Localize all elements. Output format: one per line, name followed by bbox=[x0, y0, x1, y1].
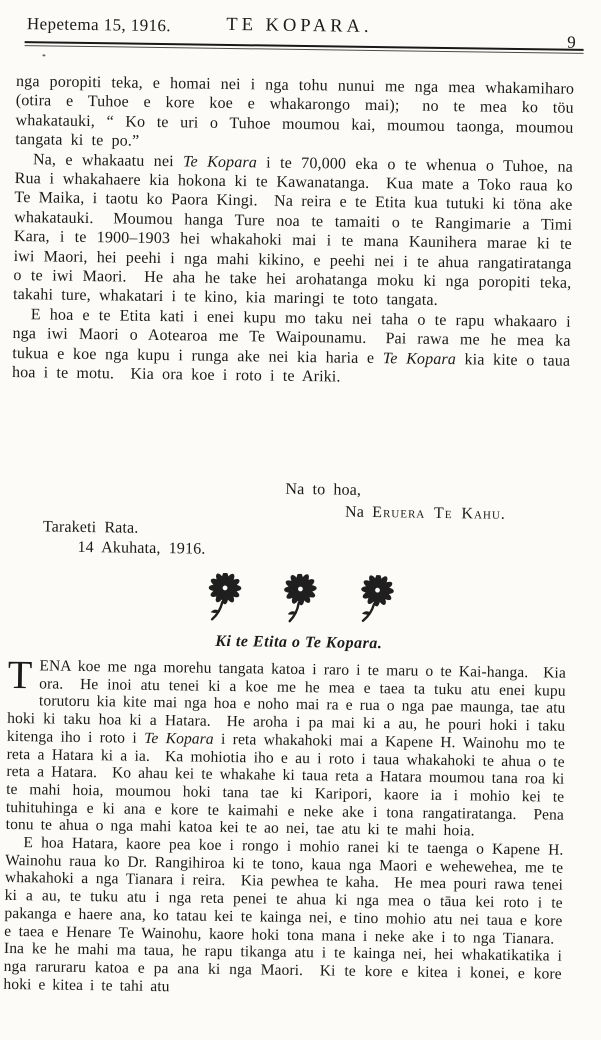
page-header bbox=[26, 12, 578, 64]
ornament-row bbox=[0, 570, 600, 626]
text-segment: i te 70,000 eka o te whenua o Tuhoe, na Rua i whakahaere kia hokona ki te Kawanatanga. Kua mate a Toko raua ko Te Maika, i taotu ko Paora Kingi. Na reira e te Etita kua tutuki ki töna ake whakatauki. Moumou hanga Ture noa te tamaiti o te Rangimarie a Timi Kara, i te 1900–1903 hei whakahoki mai i te mana Kaunihera marae ki te iwi Maori, hei peehi i nga mahi kikino, e peehi nei i te ahua rangatiratanga o te iwi Maori. He aha he take hei arohatanga moku ki nga poropiti teka, takahi ture, whakatari i te kino, kia maringi te toto tangata. bbox=[12, 153, 574, 310]
text-segment: nga poropiti teka, e homai nei i nga tohu nunui me nga mea whakamiharo (otira e Tuhoe e kore koe e whakarongo mai); no te mea ko töu whakatauki, “ Ko te uri o Tuhoe moumou kai, moumou taonga, moumou tangata ki te po.” bbox=[15, 72, 575, 150]
flower-ornament-icon bbox=[280, 573, 319, 623]
page-number: 9 bbox=[567, 32, 576, 52]
italic-text: Te Kopara bbox=[144, 729, 214, 748]
closing-block bbox=[9, 476, 568, 574]
paragraph bbox=[15, 72, 574, 157]
newspaper-title: TE KOPARA. bbox=[226, 14, 373, 37]
sender-date: 14 Akuhata, 1916. bbox=[77, 538, 206, 558]
signature-line bbox=[345, 503, 568, 525]
section-heading: Ki te Etita o Te Kopara. bbox=[215, 632, 383, 653]
italic-text: Te Kopara bbox=[382, 349, 457, 368]
closing-salutation: Na to hoa, bbox=[285, 480, 362, 499]
text-segment: Na, e whakaatu nei bbox=[32, 150, 184, 170]
text-segment: kia kite o taua hoa i te motu. Kia ora koe i roto i te Ariki. bbox=[11, 350, 571, 386]
signature-prefix: Na bbox=[344, 503, 365, 521]
letter1-body bbox=[12, 72, 574, 390]
flower-ornament-icon bbox=[205, 573, 242, 621]
letter2-body bbox=[3, 651, 567, 1001]
paragraph bbox=[3, 834, 563, 1001]
italic-text: Te Kopara bbox=[182, 152, 258, 171]
paragraph bbox=[13, 150, 573, 313]
letter-to-editor-2 bbox=[3, 651, 567, 1001]
header-rule bbox=[25, 41, 584, 54]
signature-name: Eruera Te Kahu. bbox=[372, 504, 506, 523]
flower-ornament-icon bbox=[356, 574, 395, 624]
text-segment: ENA koe me nga morehu tangata katoa i raro i te maru o te Kai-hanga. Kia ora. He inoi atu tenei ki a koe me he mea e taea ta tuku atu enei kupu torutoru kia kite mai nga hoa e noho mai ra e rua o nga pae maunga, tae atu hoki ki taku hoa ki a Hatara. He aroha i pa mai ki a au, he pouri hoki i taku kitenga iho i roto i bbox=[6, 657, 567, 747]
text-segment: E hoa Hatara, kaore pea koe i rongo i mohio ranei ki te taenga o Kapene H. Wainohu raua ko Dr. Rangihiroa ki te tono, kaua nga Maori e wehewehea, me te whakahoki a nga Tianara i reira. Kia pewhea te kaha. He mea pouri rawa tenei ki a au, te tuku atu i nga reta penei te ahua ki nga mea o tāua kei roto i te pakanga e haere ana, ko tatau kei te kainga nei, e tino mohio atu nei taua e kore e taea e Henare Te Wainohu, kaore hoki tona mana i neke ake i to nga Tianara. Ina ke he mahi ma taua, he rapu tikanga atu i te kainga nei, hei whakatikatika i nga raruraru katoa e pa ana ki nga Maori. Ki te kore e kitea i konei, e kore hoki e kitea i te tahi atu bbox=[3, 834, 564, 995]
paragraph bbox=[5, 651, 567, 842]
drop-cap: T bbox=[7, 651, 33, 698]
paragraph bbox=[12, 305, 571, 390]
sender-place: Taraketi Rata. bbox=[42, 518, 139, 537]
scan-speck bbox=[42, 54, 45, 56]
text-segment: i reta whakahoki mai a Kapene H. Wainohu mo te reta a Hatara ki a ia. Ka mohiotia iho e au i roto i taua whakahoki te ahua o te reta a Hatara. Ko ahau kei te whakahe ki taua reta a Hatara moumou tana roa ki te mahi hoia, moumou hoki tana tae ki Karipori, kaore ia i mohio kei te tuhituhinga e ki ana e kore te kaimahi e neke ake i tona rangatiratanga. Pena tonu te ahua o nga mahi katoa kei te ao nei, tae atu ki te mahi hoia. bbox=[5, 730, 566, 840]
text-segment: E hoa e te Etita kati i enei kupu mo taku nei taha o te rapu whakaaro i nga iwi Maori o Aotearoa me Te Waipounamu. Pai rawa me he mea ka tukua e koe nga kupu i runga ake nei kia haria e bbox=[12, 306, 571, 367]
issue-date: Hepetema 15, 1916. bbox=[26, 14, 172, 36]
letter-to-editor-1 bbox=[9, 72, 574, 574]
